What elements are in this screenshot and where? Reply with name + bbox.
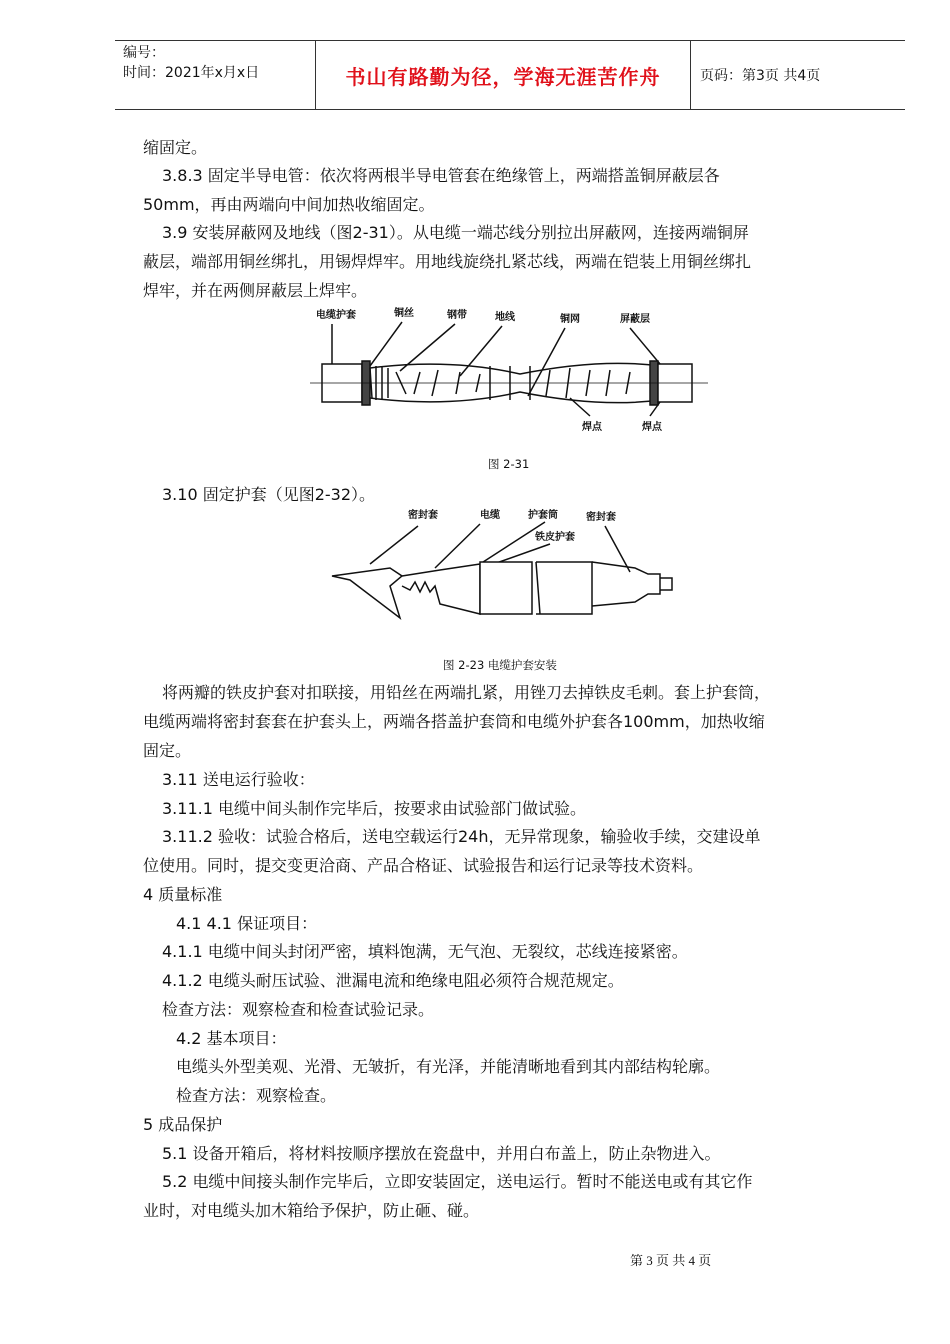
paragraph: 3.11 送电运行验收： [162,770,315,789]
figure-shielding-diagram [310,306,710,436]
paragraph: 50mm，再由两端向中间加热收缩固定。 [143,195,435,214]
header-meta [123,43,259,83]
page-footer: 第 3 页 共 4 页 [630,1253,712,1268]
paragraph: 电缆头外型美观、光滑、无皱折，有光泽，并能清晰地看到其内部结构轮廓。 [176,1057,721,1076]
paragraph: 位使用。同时，提交变更洽商、产品合格证、试验报告和运行记录等技术资料。 [143,856,704,875]
page-header [115,40,905,110]
figure-caption: 图 2-23 电缆护套安装 [443,658,557,672]
figure-label: 钢带 [447,310,467,321]
figure-label: 电缆护套 [316,310,356,321]
paragraph: 3.11.2 验收：试验合格后，送电空载运行24h，无异常现象，输验收手续，交建设单 [162,827,761,846]
figure-label: 护套筒 [528,510,558,521]
paragraph: 电缆两端将密封套套在护套头上，两端各搭盖护套筒和电缆外护套各100mm，加热收缩 [143,712,765,731]
paragraph: 3.9 安装屏蔽网及地线（图2-31）。从电缆一端芯线分别拉出屏蔽网，连接两端铜屏 [162,223,749,242]
figure-sheath-diagram [330,506,690,626]
paragraph: 3.8.3 固定半导电管：依次将两根半导电管套在绝缘管上，两端搭盖铜屏蔽层各 [162,166,720,185]
figure-label: 密封套 [408,510,438,521]
figure-label: 铜网 [560,314,580,325]
figure-label: 屏蔽层 [620,314,650,325]
figure-label: 焊点 [642,422,662,433]
figure-label: 地线 [495,312,515,323]
section-heading: 5 成品保护 [143,1115,223,1134]
figure-label: 电缆 [480,510,500,521]
figure-caption: 图 2-31 [488,457,530,471]
paragraph: 4.1.1 电缆中间头封闭严密，填料饱满，无气泡、无裂纹，芯线连接紧密。 [162,942,688,961]
subsection-heading: 4.1 4.1 保证项目： [176,914,318,933]
paragraph: 4.1.2 电缆头耐压试验、泄漏电流和绝缘电阻必须符合规范规定。 [162,971,624,990]
paragraph: 5.1 设备开箱后，将材料按顺序摆放在瓷盘中，并用白布盖上，防止杂物进入。 [162,1144,721,1163]
paragraph: 业时，对电缆头加木箱给予保护，防止砸、碰。 [143,1201,480,1220]
figure-label: 铁皮护套 [535,532,575,543]
figure-label: 铜丝 [394,308,414,319]
header-page-number: 页码：第3页 共4页 [700,68,821,84]
paragraph: 检查方法：观察检查。 [176,1086,337,1105]
figure-label: 焊点 [582,422,602,433]
header-number: 编号： [123,45,165,61]
paragraph: 将两瓣的铁皮护套对扣联接，用铅丝在两端扎紧，用锉刀去掉铁皮毛刺。套上护套筒， [162,683,771,702]
figure-label: 密封套 [586,512,616,523]
header-time: 时间：2021年x月x日 [123,65,260,81]
paragraph: 缩固定。 [143,138,208,157]
header-motto: 书山有路勤为径，学海无涯苦作舟 [315,41,691,109]
paragraph: 焊牢，并在两侧屏蔽层上焊牢。 [143,281,368,300]
paragraph: 5.2 电缆中间接头制作完毕后，立即安装固定，送电运行。暂时不能送电或有其它作 [162,1172,753,1191]
paragraph: 3.10 固定护套（见图2-32）。 [162,485,376,504]
paragraph: 蔽层，端部用铜丝绑扎，用锡焊焊牢。用地线旋绕扎紧芯线，两端在铠装上用铜丝绑扎 [143,252,752,271]
paragraph: 固定。 [143,741,192,760]
paragraph: 检查方法：观察检查和检查试验记录。 [162,1000,435,1019]
section-heading: 4 质量标准 [143,885,223,904]
paragraph: 3.11.1 电缆中间头制作完毕后，按要求由试验部门做试验。 [162,799,586,818]
subsection-heading: 4.2 基本项目： [176,1029,287,1048]
